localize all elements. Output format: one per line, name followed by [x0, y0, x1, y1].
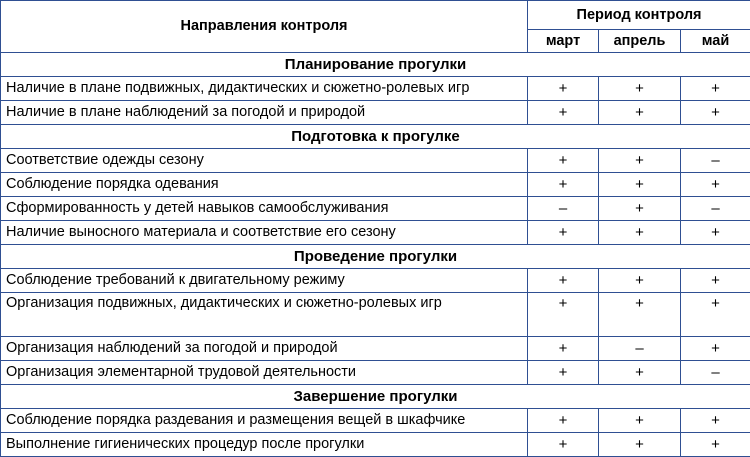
criterion-cell: Организация элементарной трудовой деятельности: [1, 361, 528, 385]
header-row: [1, 1, 750, 30]
mark-cell: +: [528, 433, 599, 457]
mark-cell: +: [599, 293, 681, 337]
section-row: [1, 385, 750, 409]
criterion-cell: Организация подвижных, дидактических и сюжетно-ролевых игр: [1, 293, 528, 337]
criterion-cell: Соответствие одежды сезону: [1, 149, 528, 173]
criterion-cell: Сформированность у детей навыков самообслуживания: [1, 197, 528, 221]
table-row: [1, 221, 750, 245]
mark-cell: +: [528, 361, 599, 385]
mark-cell: +: [599, 433, 681, 457]
month-header: апрель: [599, 30, 681, 53]
mark-cell: –: [681, 197, 750, 221]
mark-cell: –: [681, 361, 750, 385]
mark-cell: +: [681, 337, 750, 361]
criterion-cell: Соблюдение порядка одевания: [1, 173, 528, 197]
criteria-header: Направления контроля: [1, 1, 528, 53]
section-title: Планирование прогулки: [1, 53, 750, 77]
mark-cell: +: [681, 221, 750, 245]
section-title: Завершение прогулки: [1, 385, 750, 409]
table-row: [1, 337, 750, 361]
mark-cell: +: [528, 221, 599, 245]
section-row: [1, 53, 750, 77]
mark-cell: +: [528, 101, 599, 125]
mark-cell: +: [528, 173, 599, 197]
mark-cell: –: [528, 197, 599, 221]
mark-cell: +: [681, 173, 750, 197]
mark-cell: +: [528, 409, 599, 433]
table-row: [1, 77, 750, 101]
mark-cell: +: [528, 77, 599, 101]
mark-cell: +: [528, 269, 599, 293]
mark-cell: +: [528, 337, 599, 361]
table-row: [1, 101, 750, 125]
mark-cell: +: [681, 101, 750, 125]
table-row: [1, 173, 750, 197]
mark-cell: +: [681, 409, 750, 433]
mark-cell: +: [681, 77, 750, 101]
table-row: [1, 409, 750, 433]
criterion-cell: Наличие в плане наблюдений за погодой и природой: [1, 101, 528, 125]
table-row: [1, 293, 750, 337]
section-row: [1, 125, 750, 149]
mark-cell: +: [599, 221, 681, 245]
criterion-cell: Соблюдение требований к двигательному режиму: [1, 269, 528, 293]
mark-cell: +: [599, 197, 681, 221]
mark-cell: +: [681, 269, 750, 293]
criterion-cell: Выполнение гигиенических процедур после прогулки: [1, 433, 528, 457]
table-row: [1, 197, 750, 221]
criterion-cell: Наличие выносного материала и соответствие его сезону: [1, 221, 528, 245]
criterion-cell: Организация наблюдений за погодой и природой: [1, 337, 528, 361]
mark-cell: –: [681, 149, 750, 173]
mark-cell: +: [599, 269, 681, 293]
section-title: Проведение прогулки: [1, 245, 750, 269]
mark-cell: +: [599, 101, 681, 125]
table-row: [1, 269, 750, 293]
mark-cell: –: [599, 337, 681, 361]
criterion-cell: Наличие в плане подвижных, дидактических и сюжетно-ролевых игр: [1, 77, 528, 101]
section-title: Подготовка к прогулке: [1, 125, 750, 149]
mark-cell: +: [528, 293, 599, 337]
criterion-cell: Соблюдение порядка раздевания и размещения вещей в шкафчике: [1, 409, 528, 433]
month-header: май: [681, 30, 750, 53]
mark-cell: +: [599, 149, 681, 173]
mark-cell: +: [528, 149, 599, 173]
section-row: [1, 245, 750, 269]
mark-cell: +: [599, 409, 681, 433]
mark-cell: +: [599, 173, 681, 197]
table-row: [1, 149, 750, 173]
mark-cell: +: [681, 433, 750, 457]
table-row: [1, 433, 750, 457]
mark-cell: +: [599, 361, 681, 385]
mark-cell: +: [681, 293, 750, 337]
table-row: [1, 361, 750, 385]
month-header: март: [528, 30, 599, 53]
period-header: Период контроля: [528, 1, 750, 30]
mark-cell: +: [599, 77, 681, 101]
